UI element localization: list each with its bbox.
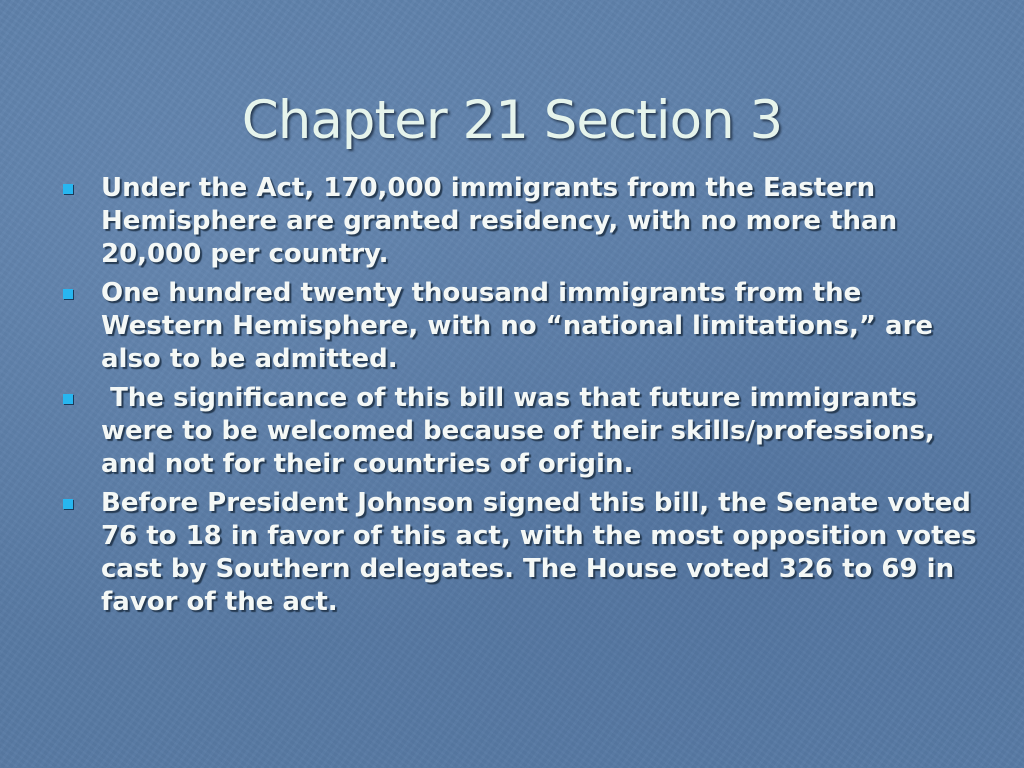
square-bullet-icon	[63, 184, 73, 194]
bullet-text: One hundred twenty thousand immigrants from the Western Hemisphere, with no “national limitations,” are also to be admitted.	[101, 278, 934, 374]
bullet-text: The significance of this bill was that future immigrants were to be welcomed because of their skills/professions, and not for their countries of origin.	[101, 383, 944, 479]
bullet-item	[58, 172, 978, 271]
bullet-item	[58, 487, 978, 619]
square-bullet-icon	[63, 394, 73, 404]
slide-title: Chapter 21 Section 3	[241, 90, 783, 151]
square-bullet-icon	[63, 289, 73, 299]
bullet-text: Before President Johnson signed this bill, the Senate voted 76 to 18 in favor of this act, with the most opposition votes cast by Southern delegates. The House voted 326 to 69 in favor of the act.	[101, 488, 977, 617]
bullet-list	[58, 172, 978, 625]
bullet-text: Under the Act, 170,000 immigrants from the Eastern Hemisphere are granted residency, with no more than 20,000 per country.	[101, 173, 898, 269]
bullet-item	[58, 277, 978, 376]
bullet-item	[58, 382, 978, 481]
square-bullet-icon	[63, 499, 73, 509]
